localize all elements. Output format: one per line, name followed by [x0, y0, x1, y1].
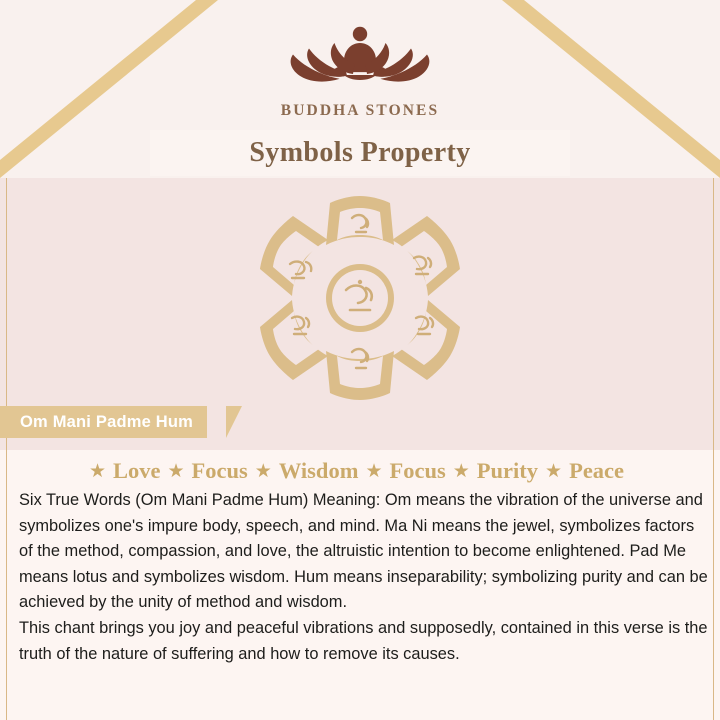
frame-rule-right [713, 178, 714, 720]
star-icon: ★ [167, 460, 185, 482]
keyword-focus-2: Focus [389, 458, 446, 483]
keyword-row [0, 458, 720, 484]
star-icon: ★ [254, 460, 272, 482]
keyword-focus-1: Focus [191, 458, 248, 483]
keyword-love: Love [112, 458, 161, 483]
ribbon-tail [226, 406, 242, 438]
description-paragraph-1: Six True Words (Om Mani Padme Hum) Meaning: Om means the vibration of the universe and symbolizes one's impure body, speech, and mind. Ma Ni means the jewel, symbolizes factors of the method, compassion, and love, the altruistic intention to become enlightened. Pad Me means lotus and symbolizes wisdom. Hum means inseparability; symbolizing purity and can be achieved by the unity of method and wisdom. [19, 491, 708, 612]
brand-logo [0, 18, 720, 120]
keyword-peace: Peace [569, 458, 625, 483]
brand-name: BUDDHA STONES [280, 102, 440, 119]
frame-rule-left [6, 178, 7, 720]
description-text [19, 488, 709, 667]
lotus-meditation-figure-icon [287, 18, 433, 100]
lotus-mandala-icon [232, 188, 488, 408]
star-icon: ★ [545, 460, 563, 482]
keyword-wisdom: Wisdom [278, 458, 359, 483]
description-paragraph-2: This chant brings you joy and peaceful vibrations and supposedly, contained in this verse is the truth of the nature of suffering and how to remove its causes. [19, 618, 708, 663]
ribbon-label: Om Mani Padme Hum [20, 412, 194, 431]
star-icon: ★ [88, 460, 106, 482]
ribbon-banner [0, 406, 207, 438]
star-icon: ★ [452, 460, 470, 482]
page-title: Symbols Property [249, 137, 471, 168]
keyword-purity: Purity [476, 458, 539, 483]
star-icon: ★ [365, 460, 383, 482]
title-plate [150, 130, 570, 176]
